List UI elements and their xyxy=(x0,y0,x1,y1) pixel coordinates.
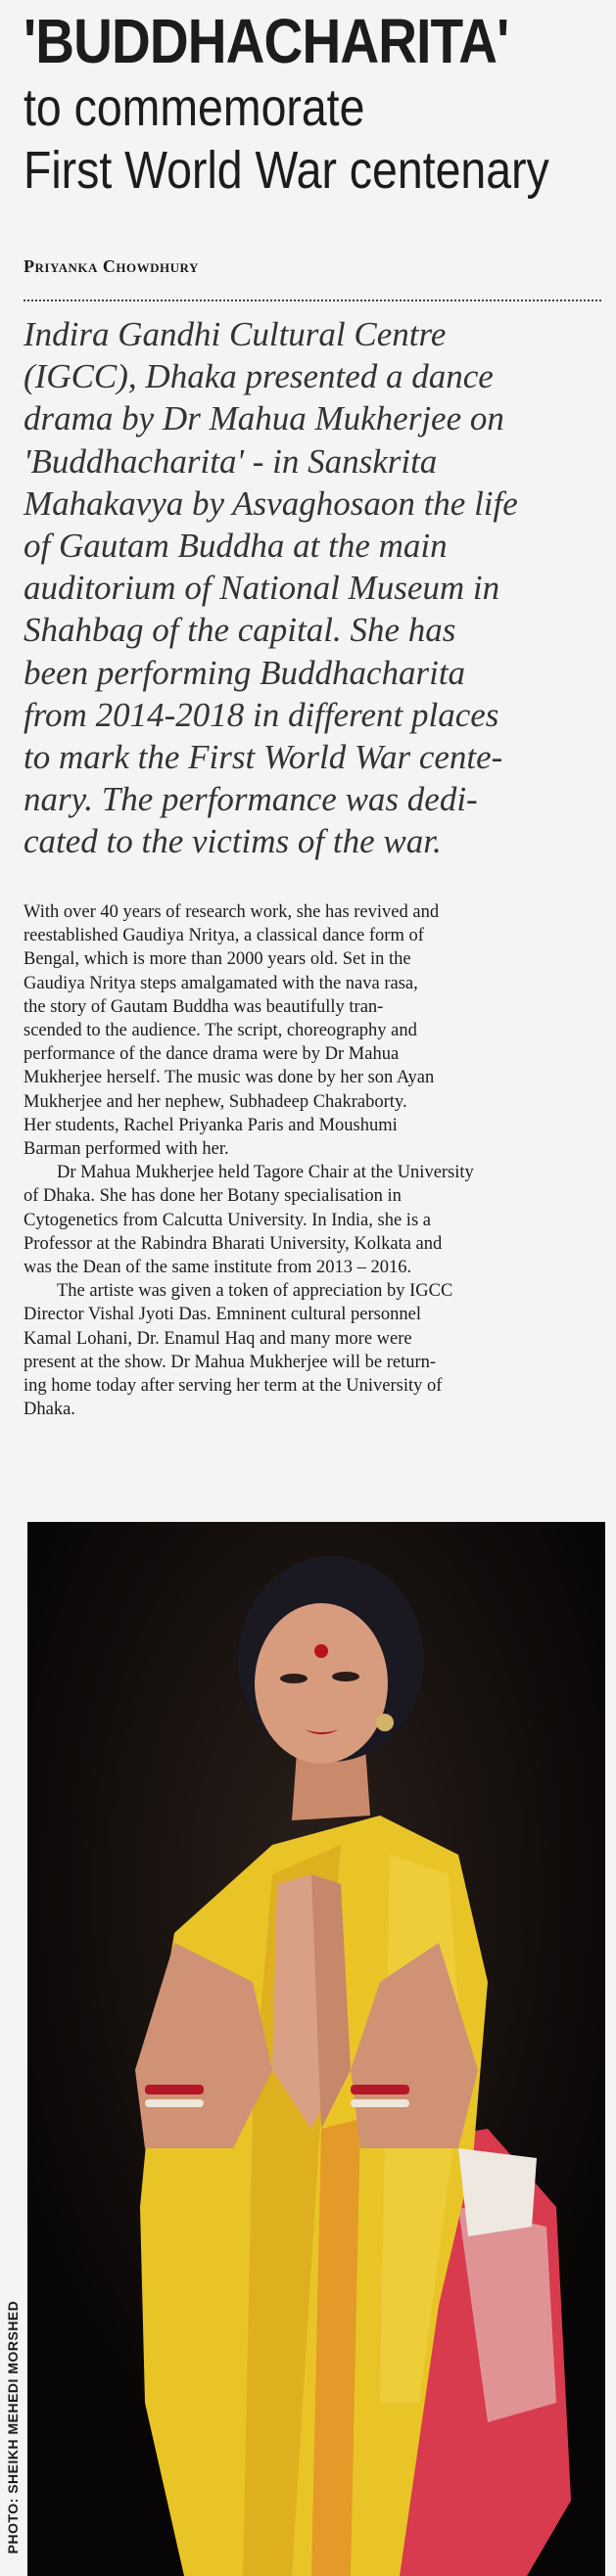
body-line: Cytogenetics from Calcutta University. In India, she is a xyxy=(24,1210,431,1230)
lede-line: 'Buddhacharita' - in Sanskrita xyxy=(24,441,438,481)
lede-line: to mark the First World War cente- xyxy=(24,738,503,777)
lede-line: been performing Buddhacharita xyxy=(24,653,466,692)
lede-line: Indira Gandhi Cultural Centre xyxy=(24,315,447,353)
lede-line: (IGCC), Dhaka presented a dance xyxy=(24,357,494,396)
lede-line: nary. The performance was dedi- xyxy=(24,780,478,819)
body-line: With over 40 years of research work, she has revived and xyxy=(24,902,440,922)
dotted-divider xyxy=(24,299,601,301)
body-line: ing home today after serving her term at the University of xyxy=(24,1376,443,1397)
body-line: Kamal Lohani, Dr. Enamul Haq and many more were xyxy=(24,1328,412,1349)
body-line: Director Vishal Jyoti Das. Emninent cultural personnel xyxy=(24,1305,421,1325)
lede-line: drama by Dr Mahua Mukherjee on xyxy=(24,399,504,438)
body-line: Dr Mahua Mukherjee held Tagore Chair at the University xyxy=(57,1163,474,1183)
body-line: of Dhaka. She has done her Botany specialisation in xyxy=(24,1186,402,1207)
lede-paragraph xyxy=(24,313,603,863)
headline-line-1: 'BUDDHACHARITA' xyxy=(24,6,509,76)
byline: Priyanka Chowdhury xyxy=(24,256,199,276)
body-line: performance of the dance drama were by Dr Mahua xyxy=(24,1044,400,1065)
article-body xyxy=(24,900,607,1421)
body-line: present at the show. Dr Mahua Mukherjee will be return- xyxy=(24,1352,437,1372)
dancer-photo xyxy=(27,1522,605,2576)
body-line: The artiste was given a token of appreciation by IGCC xyxy=(57,1281,453,1302)
body-line: reestablished Gaudiya Nritya, a classical dance form of xyxy=(24,926,424,946)
body-line: Bengal, which is more than 2000 years old. Set in the xyxy=(24,949,411,970)
lede-line: Shahbag of the capital. She has xyxy=(24,611,456,650)
body-line: the story of Gautam Buddha was beautifully tran- xyxy=(24,996,384,1017)
dancer-illustration xyxy=(27,1522,605,2576)
lede-line: auditorium of National Museum in xyxy=(24,569,500,608)
lede-line: of Gautam Buddha at the main xyxy=(24,527,448,566)
photo-credit xyxy=(0,2280,25,2574)
body-line: Barman performed with her. xyxy=(24,1139,229,1160)
lede-line: Mahakavya by Asvaghosaon the life xyxy=(24,483,518,523)
body-line: Mukherjee herself. The music was done by her son Ayan xyxy=(24,1068,435,1088)
body-line: was the Dean of the same institute from 2013 – 2016. xyxy=(24,1258,412,1278)
body-line: scended to the audience. The script, choreography and xyxy=(24,1021,417,1041)
headline-line-3: First World War centenary xyxy=(24,141,549,200)
body-line: Dhaka. xyxy=(24,1400,75,1420)
body-line: Professor at the Rabindra Bharati University, Kolkata and xyxy=(24,1233,443,1254)
photo-credit-text: PHOTO: SHEIKH MEHEDI MORSHED xyxy=(5,2300,21,2554)
body-line: Mukherjee and her nephew, Subhadeep Chakraborty. xyxy=(24,1091,407,1112)
lede-line: from 2014-2018 in different places xyxy=(24,695,499,734)
headline xyxy=(24,6,611,202)
lede-line: cated to the victims of the war. xyxy=(24,822,442,861)
body-line: Gaudiya Nritya steps amalgamated with the nava rasa, xyxy=(24,973,418,993)
headline-line-2: to commemorate xyxy=(24,78,365,137)
body-line: Her students, Rachel Priyanka Paris and Moushumi xyxy=(24,1115,398,1135)
